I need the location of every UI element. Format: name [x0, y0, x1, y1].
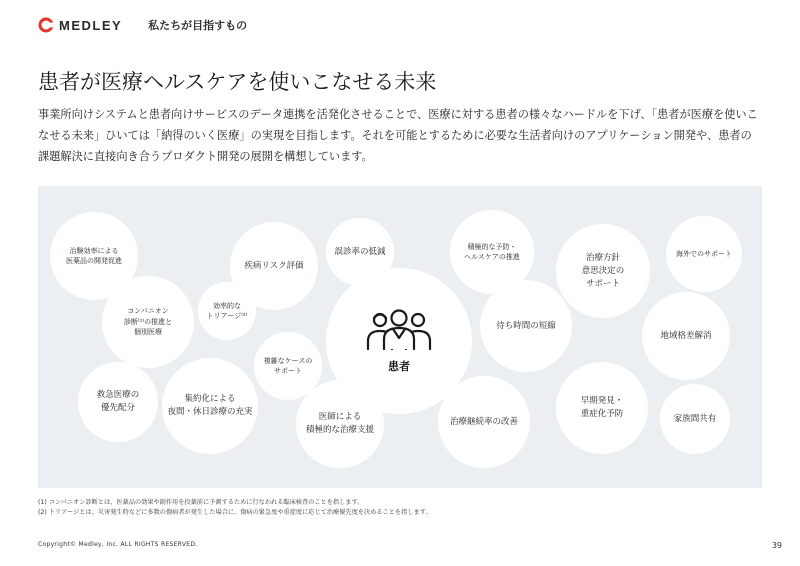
bubble-shuyaku: 集約化による 夜間・休日診療の充実 [162, 358, 258, 454]
bubble-fukuzatsu: 複雑なケースの サポート [254, 332, 322, 400]
footnote-1: (1) コンパニオン診断とは、医薬品の効果や副作用を投薬前に予測するために行なわれる臨床検査のことを指します。 [38, 499, 364, 506]
bubble-ishi: 医師による 積極的な治療支援 [296, 380, 384, 468]
copyright: Copyright© Medley, Inc. ALL RIGHTS RESERVED. [38, 541, 198, 548]
bubble-souki: 早期発見・ 重症化予防 [556, 362, 648, 454]
bubble-kazoku: 家族間共有 [660, 384, 730, 454]
bubble-yobou: 積極的な予防・ ヘルスケアの推進 [450, 210, 534, 294]
bubble-companion: コンパニオン 診断⁽¹⁾の推進と 個別医療 [102, 276, 194, 368]
page-title: 患者が医療ヘルスケアを使いこなせる未来 [38, 70, 437, 94]
bubble-machi: 待ち時間の短縮 [480, 280, 572, 372]
header [38, 14, 247, 36]
bubble-goshin: 誤診率の低減 [326, 218, 394, 286]
patients-icon [363, 308, 435, 350]
intro-paragraph: 事業所向けシステムと患者向けサービスのデータ連携を活発化させることで、医療に対する患者の様々なハードルを下げ、「患者が医療を使いこなせる未来」ひいては「納得のいく医療」の実現を目指します。それを可能とするために必要な生活者向けのアプリケーション開発や、患者の課題解決に直接向き合うプロダクト開発の展開を構想しています。 [38, 108, 758, 163]
center-label: 患者 [388, 360, 410, 373]
benefit-bubble-diagram [38, 186, 762, 488]
footnotes [38, 498, 432, 518]
bubble-houshin: 治療方針 意思決定の サポート [556, 224, 650, 318]
bubble-kyukyu: 救急医療の 優先配分 [78, 362, 158, 442]
bubble-chiken: 治験効率による 医薬品の開発促進 [50, 212, 138, 300]
bubble-shikkan: 疾病リスク評価 [230, 222, 318, 310]
bubble-triage: 効率的な トリアージ⁽²⁾ [198, 282, 256, 340]
bubble-patient-center [326, 268, 472, 414]
page-number: 39 [771, 541, 782, 550]
bubble-chiiki: 地域格差解消 [642, 292, 730, 380]
bubble-keizoku: 治療継続率の改善 [438, 376, 530, 468]
brand-name: MEDLEY [59, 17, 123, 33]
footnote-2: (2) トリアージとは、災害発生時などに多数の傷病者が発生した場合に、傷病の緊急度や重症度に応じて治療優先度を決めることを指します。 [38, 509, 432, 516]
bubble-kaigai: 海外でのサポート [666, 216, 742, 292]
section-label: 私たちが目指すもの [148, 19, 248, 32]
medley-logo-icon [38, 17, 54, 33]
